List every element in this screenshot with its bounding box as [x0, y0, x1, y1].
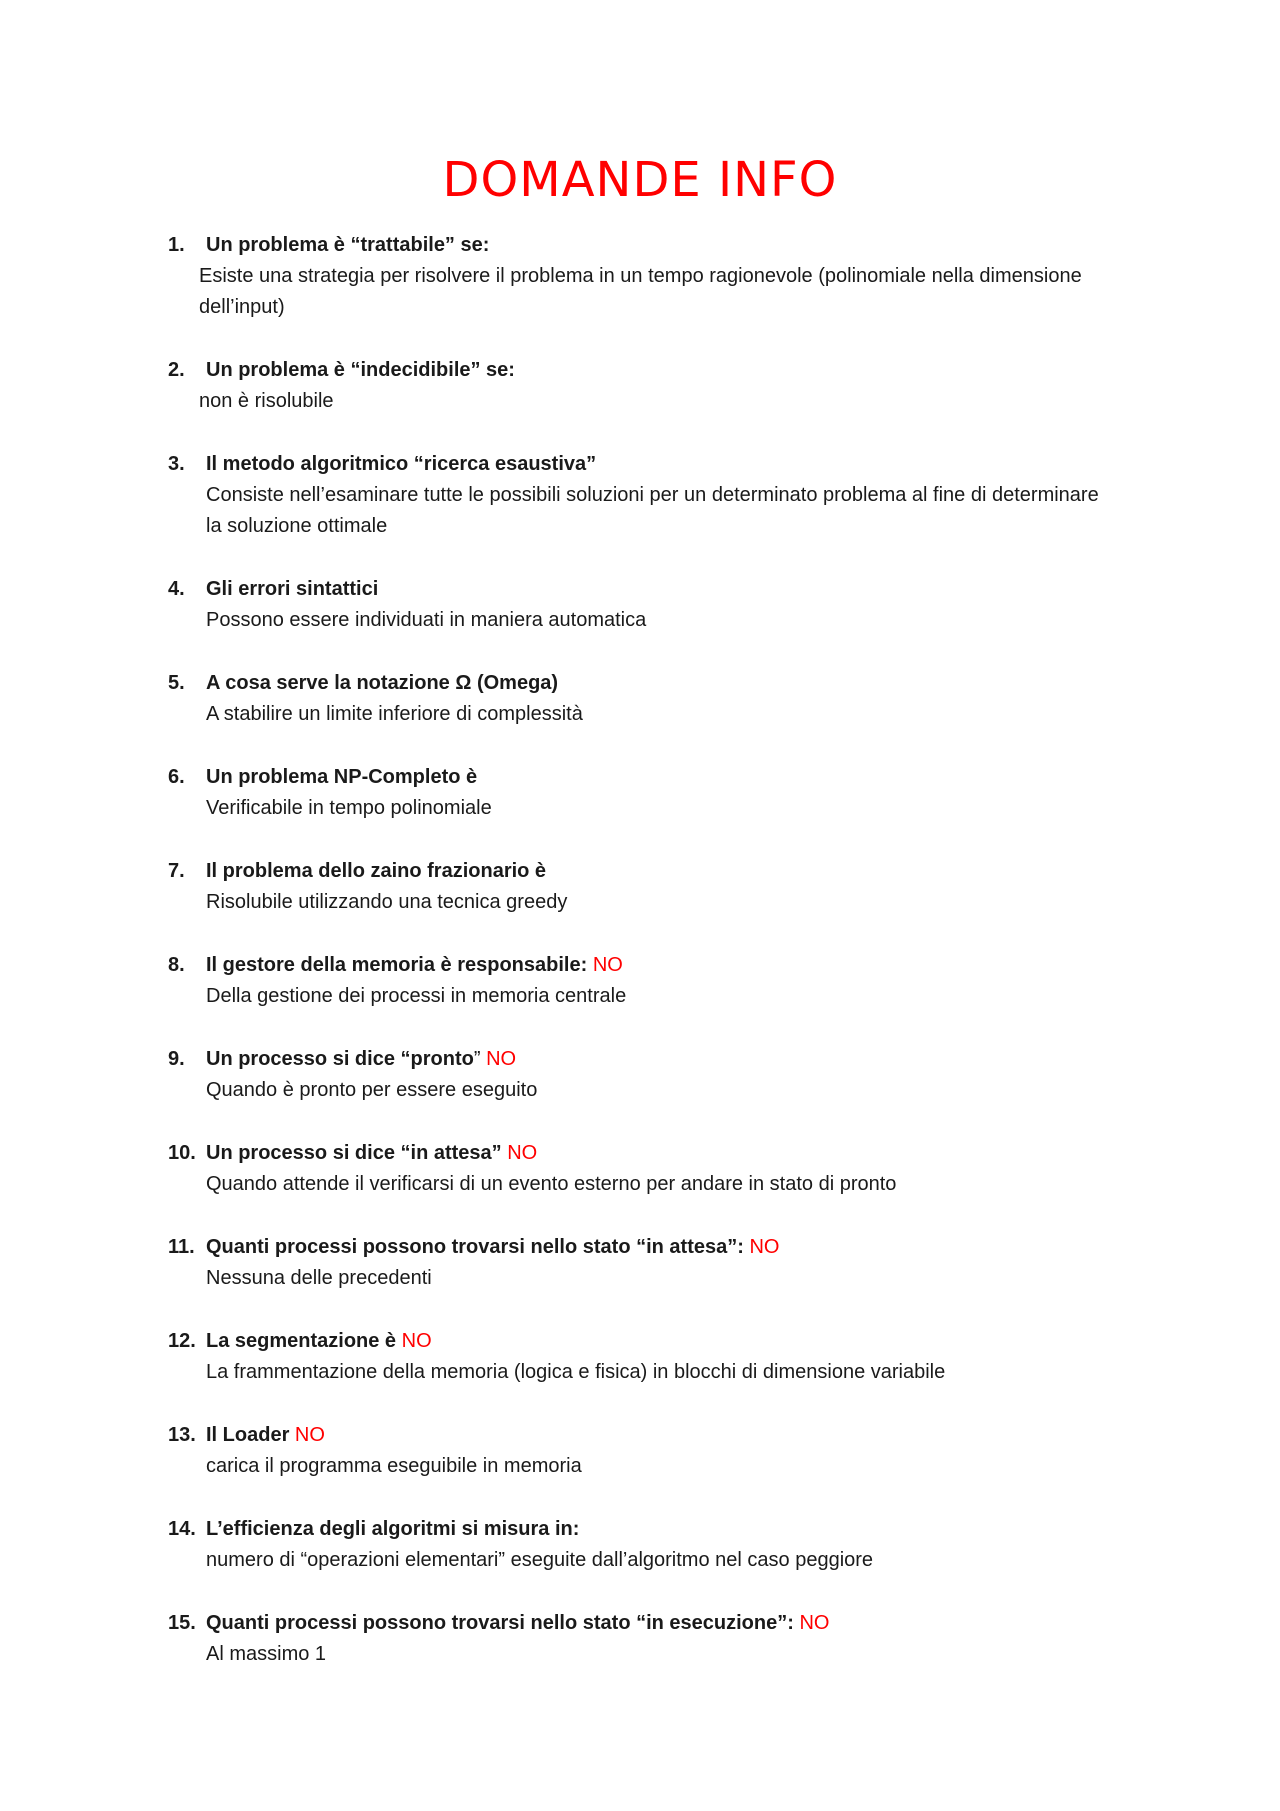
question-text: Un processo si dice “in attesa” NO — [206, 1142, 538, 1164]
question-number: 14. — [168, 1518, 196, 1540]
question-text: Un processo si dice “pronto” NO — [206, 1048, 517, 1070]
question-number: 12. — [168, 1330, 196, 1352]
question-number: 6. — [168, 766, 185, 788]
question-item — [168, 1420, 1108, 1514]
question-number: 2. — [168, 359, 185, 381]
question-text: Un problema NP-Completo è — [206, 766, 478, 788]
answer-text: Consiste nell’esaminare tutte le possibili soluzioni per un determinato problema al fine di determinare la soluzione ottimale — [206, 484, 1099, 537]
answer-text: Quando è pronto per essere eseguito — [206, 1079, 538, 1101]
answer-text: Al massimo 1 — [206, 1643, 327, 1665]
question-item — [168, 1044, 1108, 1138]
answer-text: carica il programma eseguibile in memoria — [206, 1455, 582, 1477]
question-item — [168, 1232, 1108, 1326]
question-text: La segmentazione è NO — [206, 1330, 432, 1352]
question-text: Quanti processi possono trovarsi nello stato “in esecuzione”: NO — [206, 1612, 830, 1634]
question-number: 10. — [168, 1142, 196, 1164]
answer-text: Risolubile utilizzando una tecnica greedy — [206, 891, 568, 913]
answer-text: La frammentazione della memoria (logica e fisica) in blocchi di dimensione variabile — [206, 1361, 946, 1383]
answer-text: non è risolubile — [199, 390, 334, 412]
question-item — [168, 1608, 1108, 1702]
answer-text: Quando attende il verificarsi di un evento esterno per andare in stato di pronto — [206, 1173, 897, 1195]
no-flag: NO — [799, 1612, 830, 1634]
question-number: 3. — [168, 453, 185, 475]
question-item — [168, 355, 1108, 449]
question-item — [168, 574, 1108, 668]
question-text: Un problema è “trattabile” se: — [206, 234, 490, 256]
answer-text: Verificabile in tempo polinomiale — [206, 797, 492, 819]
answer-text: Nessuna delle precedenti — [206, 1267, 432, 1289]
question-number: 1. — [168, 234, 185, 256]
question-item — [168, 762, 1108, 856]
question-number: 8. — [168, 954, 185, 976]
question-text: Il problema dello zaino frazionario è — [206, 860, 547, 882]
question-item — [168, 950, 1108, 1044]
question-list — [168, 230, 1108, 1702]
question-item — [168, 1326, 1108, 1420]
no-flag: NO — [294, 1424, 325, 1446]
closing-quote: ” — [473, 1048, 481, 1070]
answer-text: Della gestione dei processi in memoria centrale — [206, 985, 627, 1007]
question-item — [168, 449, 1108, 574]
page-title: DOMANDE INFO — [442, 152, 838, 208]
no-flag: NO — [486, 1048, 517, 1070]
no-flag: NO — [401, 1330, 432, 1352]
question-number: 15. — [168, 1612, 196, 1634]
no-flag: NO — [749, 1236, 780, 1258]
question-text: Gli errori sintattici — [206, 578, 379, 600]
question-item — [168, 856, 1108, 950]
question-number: 5. — [168, 672, 185, 694]
question-text: Un problema è “indecidibile” se: — [206, 359, 515, 381]
question-item — [168, 1514, 1108, 1608]
answer-text: Possono essere individuati in maniera automatica — [206, 609, 647, 631]
question-item — [168, 1138, 1108, 1232]
question-number: 4. — [168, 578, 185, 600]
question-text: Il gestore della memoria è responsabile: NO — [206, 954, 623, 976]
answer-text: numero di “operazioni elementari” eseguite dall’algoritmo nel caso peggiore — [206, 1549, 874, 1571]
question-text: L’efficienza degli algoritmi si misura in: — [206, 1518, 580, 1540]
question-item — [168, 230, 1108, 355]
question-text: A cosa serve la notazione Ω (Omega) — [206, 672, 559, 694]
answer-text: Esiste una strategia per risolvere il problema in un tempo ragionevole (polinomiale nella dimensione dell’input) — [199, 265, 1082, 318]
question-text: Il metodo algoritmico “ricerca esaustiva” — [206, 453, 597, 475]
question-text: Il Loader NO — [206, 1424, 325, 1446]
question-number: 11. — [168, 1236, 195, 1258]
no-flag: NO — [592, 954, 623, 976]
question-number: 7. — [168, 860, 185, 882]
answer-text: A stabilire un limite inferiore di complessità — [206, 703, 583, 725]
question-number: 13. — [168, 1424, 196, 1446]
question-number: 9. — [168, 1048, 185, 1070]
no-flag: NO — [507, 1142, 538, 1164]
question-text: Quanti processi possono trovarsi nello stato “in attesa”: NO — [206, 1236, 780, 1258]
question-item — [168, 668, 1108, 762]
